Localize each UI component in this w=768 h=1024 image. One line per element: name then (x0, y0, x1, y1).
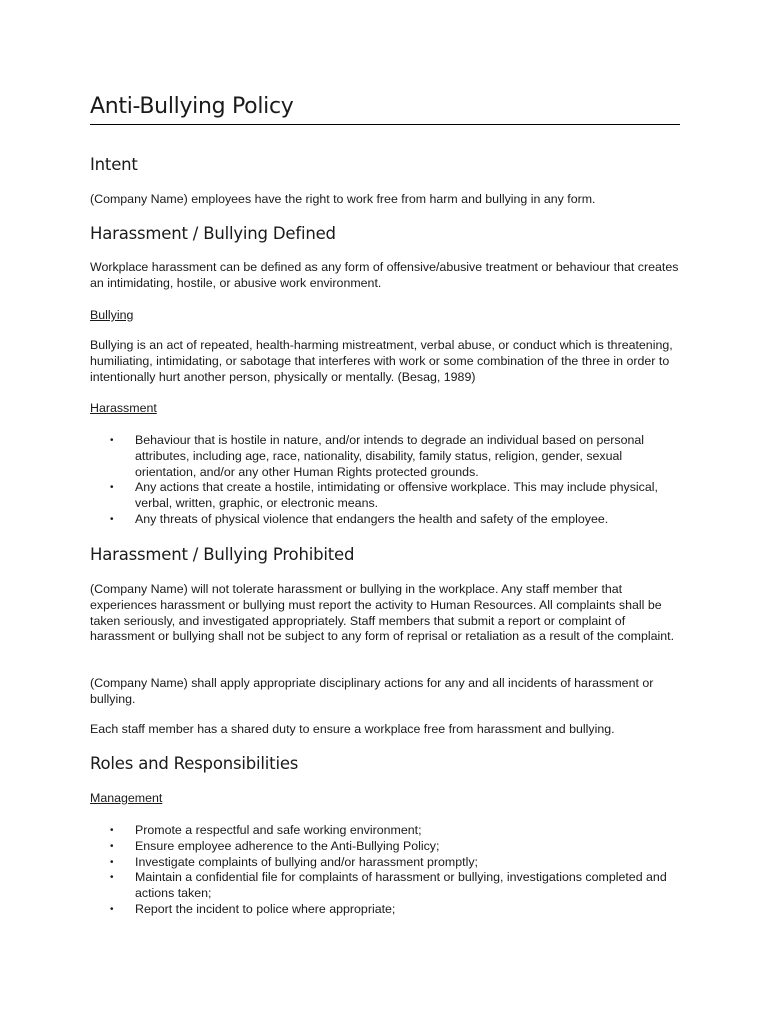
subheading-harassment: Harassment (90, 401, 157, 415)
bullet-icon: • (110, 513, 114, 525)
management-list (90, 823, 680, 918)
subheading-bullying: Bullying (90, 308, 134, 322)
intent-text: (Company Name) employees have the right to work free from harm and bullying in any form. (90, 192, 596, 206)
list-item: • Report the incident to police where appropriate; (110, 901, 396, 916)
heading-prohibited: Harassment / Bullying Prohibited (90, 545, 355, 564)
list-item: • Maintain a confidential file for complaints of harassment or bullying, investigations completed and actions taken; (110, 870, 667, 901)
heading-intent: Intent (90, 155, 138, 174)
defined-text: Workplace harassment can be defined as any form of offensive/abusive treatment or behaviour that creates an intimidating, hostile, or abusive work environment. (90, 260, 679, 290)
bullet-icon: • (110, 903, 114, 915)
list-item: • Behaviour that is hostile in nature, and/or intends to degrade an individual based on personal attributes, including age, race, nationality, disability, family status, religion, gender, sexual orientation, and/or any other Human Rights protected grounds. (110, 433, 645, 479)
bullet-icon: • (110, 872, 114, 884)
bullet-icon: • (110, 435, 114, 446)
list-item: • Ensure employee adherence to the Anti-Bullying Policy; (110, 838, 440, 853)
bullet-icon: • (110, 825, 114, 836)
list-item: • Investigate complaints of bullying and/or harassment promptly; (110, 854, 478, 869)
bullet-icon: • (110, 856, 114, 868)
list-item: • Any threats of physical violence that endangers the health and safety of the employee. (110, 511, 609, 526)
bullet-icon: • (110, 840, 114, 852)
bullying-text: Bullying is an act of repeated, health-harming mistreatment, verbal abuse, or conduct which is threatening, humiliating, intimidating, or sabotage that interferes with work or some combination of the three in order to intentionally hurt another person, physically or mentally. (Besag, 1989) (90, 338, 673, 384)
subheading-management: Management (90, 791, 163, 805)
heading-defined: Harassment / Bullying Defined (90, 224, 336, 243)
harassment-list (90, 433, 680, 528)
list-item: • Promote a respectful and safe working environment; (110, 823, 422, 837)
list-item: • Any actions that create a hostile, intimidating or offensive workplace. This may include physical, verbal, written, graphic, or electronic means. (110, 480, 658, 511)
prohibited-para-3: Each staff member has a shared duty to ensure a workplace free from harassment and bullying. (90, 722, 615, 736)
prohibited-para-2: (Company Name) shall apply appropriate disciplinary actions for any and all incidents of harassment or bullying. (90, 676, 654, 706)
bullet-icon: • (110, 482, 114, 494)
prohibited-para-1: (Company Name) will not tolerate harassment or bullying in the workplace. Any staff member that experiences harassment or bullying must report the activity to Human Resources. All complaints shall be taken seriously, and investigated appropriately. Staff members that submit a report or complaint of harassment or bullying shall not be subject to any form of reprisal or retaliation as a result of the complaint. (90, 582, 675, 644)
page-title: Anti-Bullying Policy (90, 92, 680, 125)
heading-roles: Roles and Responsibilities (90, 754, 299, 773)
